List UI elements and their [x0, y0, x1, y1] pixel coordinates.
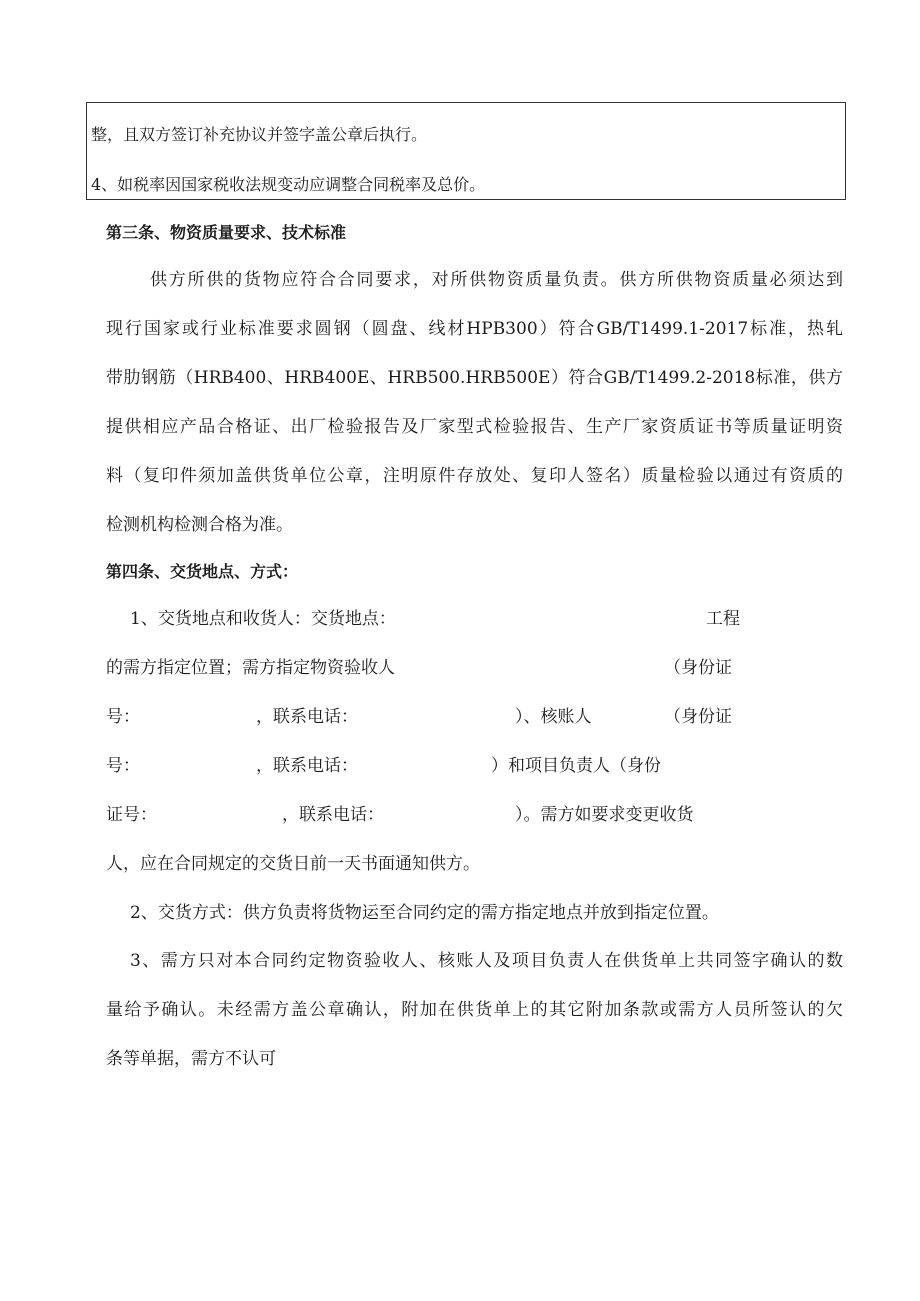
- receiver-designation: 的需方指定位置；需方指定物资验收人: [106, 658, 395, 678]
- item-3-line-2: 量给予确认。未经需方盖公章确认，附加在供货单上的其它附加条款或需方人员所签认的欠: [106, 1000, 843, 1020]
- article-3-line-2: 现行国家或行业标准要求圆钢（圆盘、线材HPB300）符合GB/T1499.1-2017标准，热轧: [106, 319, 843, 339]
- article-3-line-4: 提供相应产品合格证、出厂检验报告及厂家型式检验报告、生产厂家资质证书等质量证明资: [106, 417, 843, 437]
- article-3-line-6: 检测机构检测合格为准。: [106, 515, 293, 535]
- accountant-label: ）、核账人: [515, 707, 592, 727]
- item-3-line-3: 条等单据，需方不认可: [106, 1049, 276, 1069]
- phone-label-2: ，联系电话：: [256, 756, 358, 776]
- id-number-label-2: 号：: [106, 756, 140, 776]
- article-3-line-5: 料（复印件须加盖供货单位公章，注明原件存放处、复印人签名）质量检验以通过有资质的: [106, 466, 843, 486]
- notify-supplier-text: 人，应在合同规定的交货日前一天书面通知供方。: [106, 854, 480, 874]
- phone-label-1: ，联系电话：: [256, 707, 358, 727]
- id-label-1: （身份证: [664, 658, 732, 678]
- box-line-1: 整，且双方签订补充协议并签字盖公章后执行。: [91, 125, 428, 144]
- delivery-method: 2、交货方式：供方负责将货物运至合同约定的需方指定地点并放到指定位置。: [130, 903, 719, 923]
- project-suffix: 工程: [706, 609, 740, 629]
- article-3-line-3: 带肋钢筋（HRB400、HRB400E、HRB500.HRB500E）符合GB/T1499.2-2018标准，供方: [106, 368, 843, 388]
- phone-label-3: ，联系电话：: [282, 805, 384, 825]
- article-3-line-1: 供方所供的货物应符合合同要求，对所供物资质量负责。供方所供物资质量必须达到: [150, 270, 843, 290]
- id-label-2: （身份证: [664, 707, 732, 727]
- id-number-label-3: 证号：: [106, 805, 157, 825]
- change-receiver-text: ）。需方如要求变更收货: [515, 805, 694, 825]
- id-number-label-1: 号：: [106, 707, 140, 727]
- item-3-line-1: 3、需方只对本合同约定物资验收人、核账人及项目负责人在供货单上共同签字确认的数: [130, 951, 843, 971]
- project-manager-label: ）和项目负责人（身份: [491, 756, 661, 776]
- bordered-clause-box: [86, 102, 846, 200]
- article-3-heading: 第三条、物资质量要求、技术标准: [106, 223, 347, 242]
- delivery-place-label: 1、交货地点和收货人：交货地点：: [130, 609, 396, 629]
- box-line-2: 4、如税率因国家税收法规变动应调整合同税率及总价。: [91, 175, 486, 194]
- article-4-heading: 第四条、交货地点、方式：: [106, 562, 299, 581]
